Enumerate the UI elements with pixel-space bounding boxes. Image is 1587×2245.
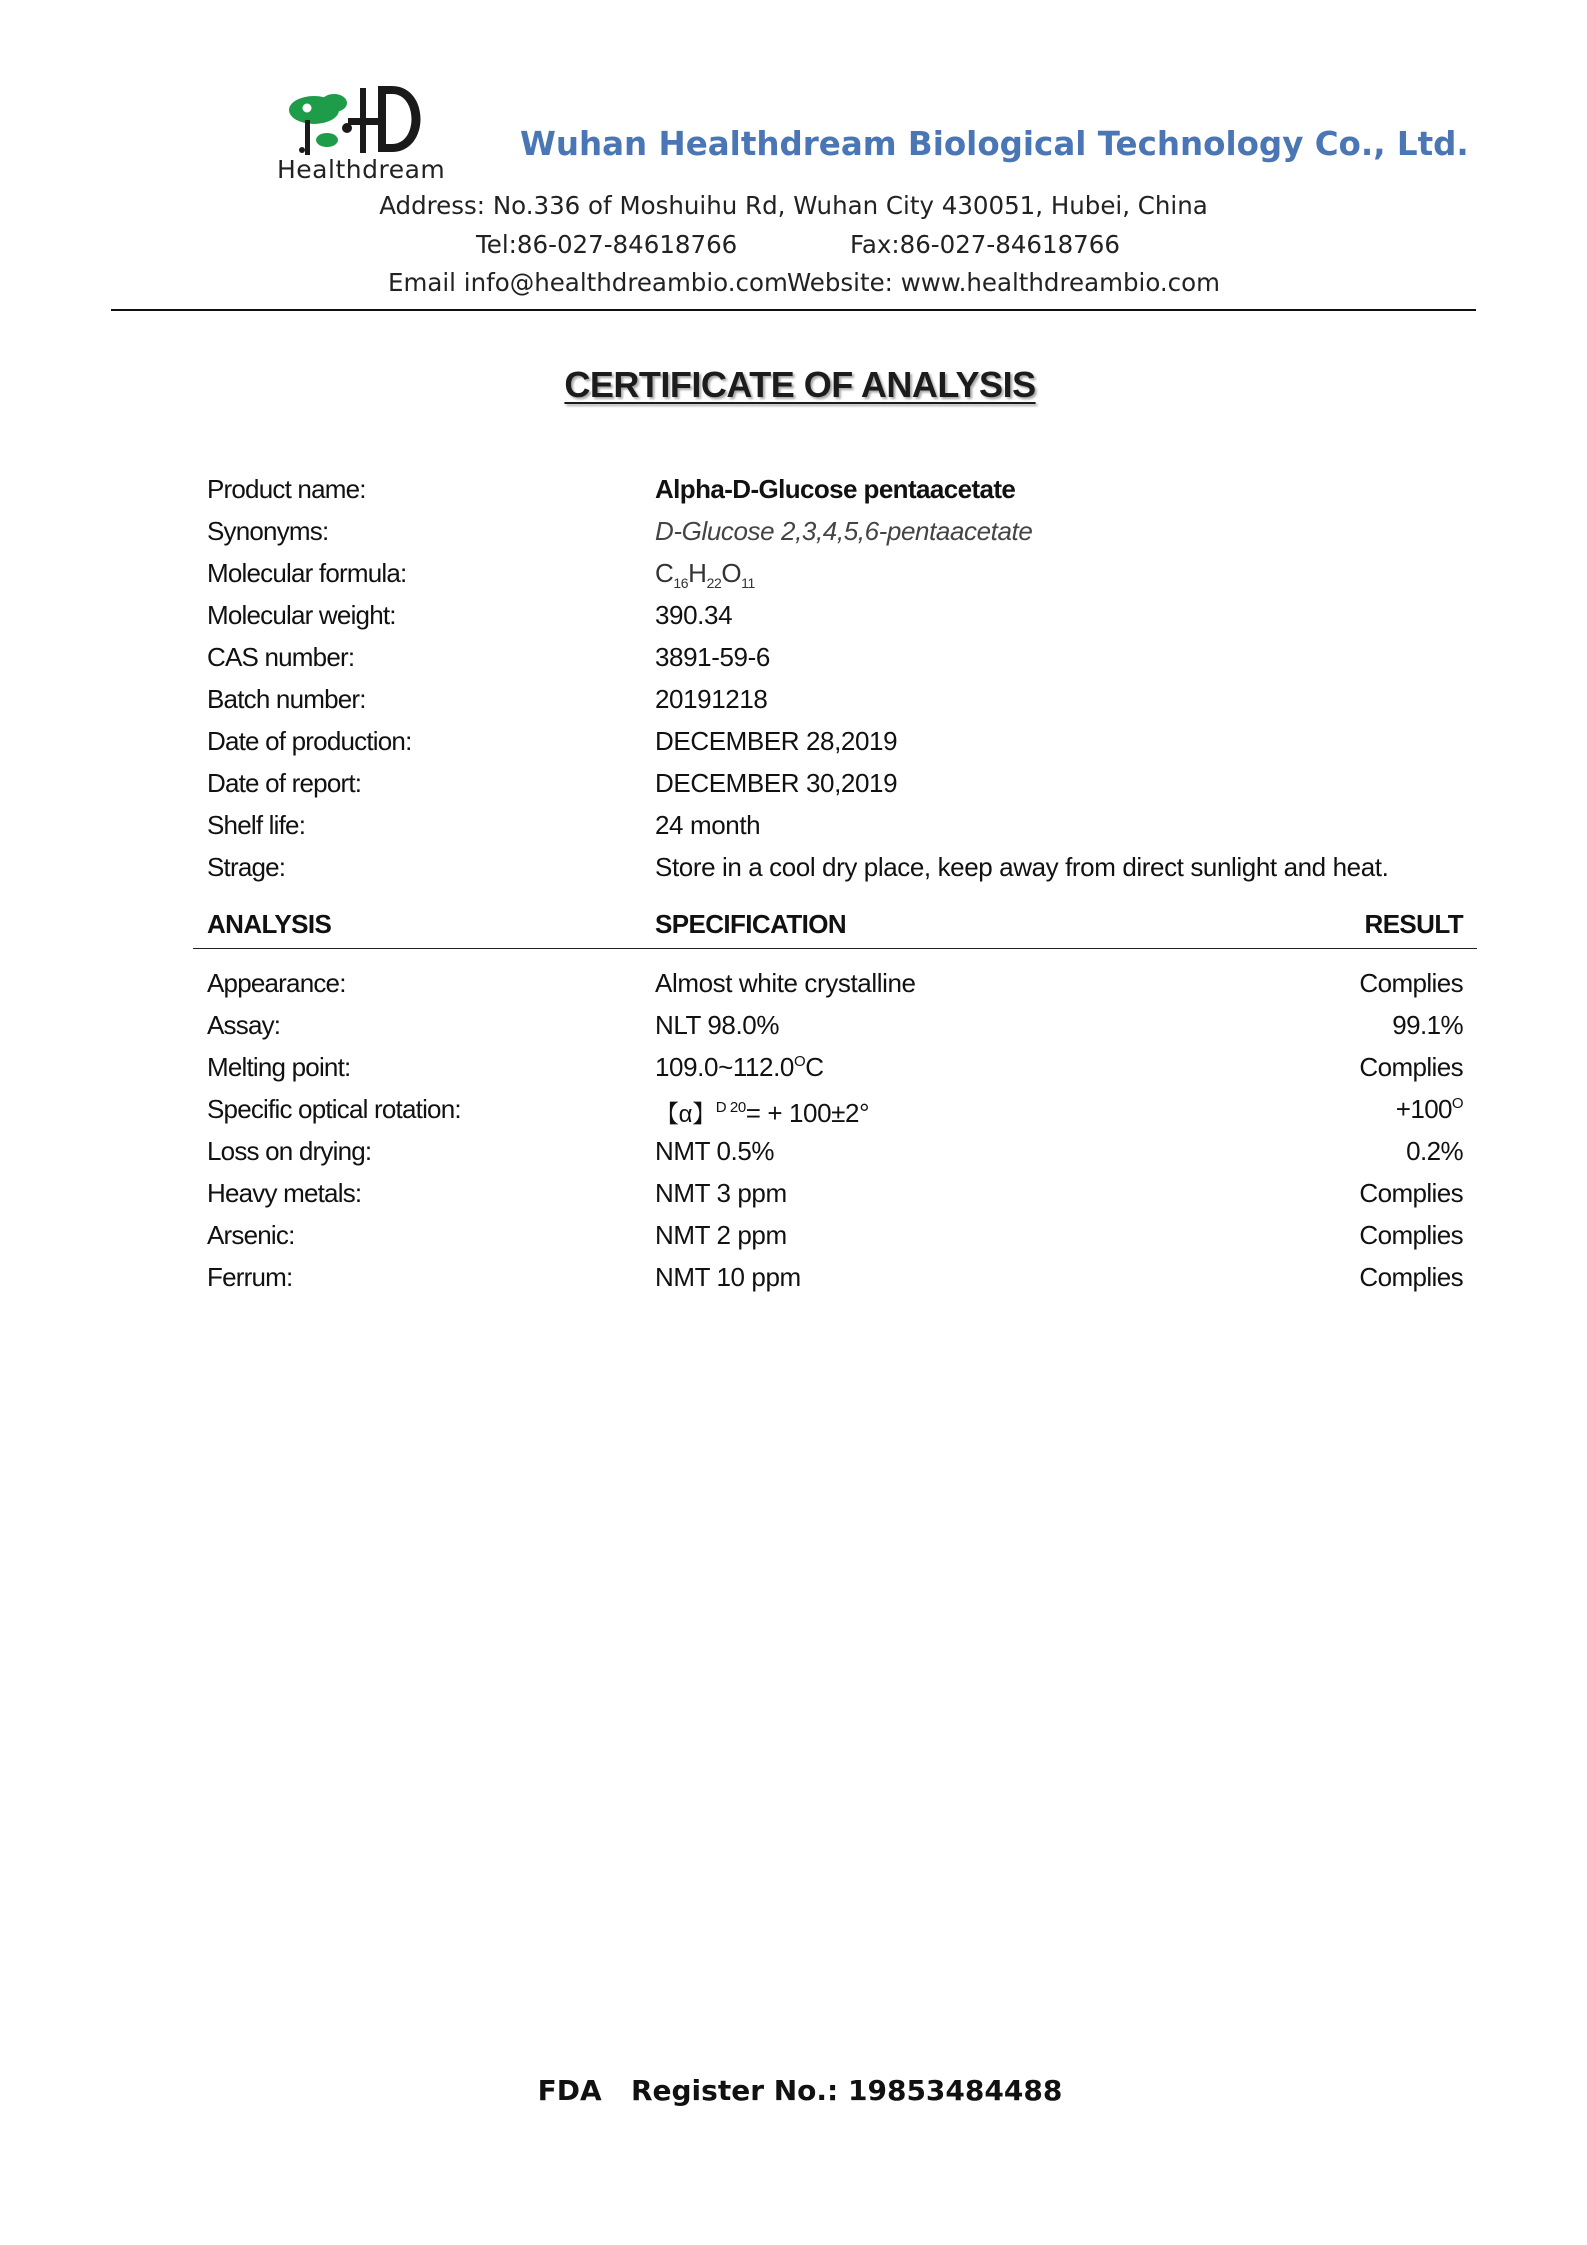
product-name-value: Alpha-D-Glucose pentaacetate <box>655 474 1016 504</box>
test-result: Complies <box>1359 1262 1463 1292</box>
test-result: 99.1% <box>1392 1010 1463 1040</box>
test-name: Appearance: <box>207 968 346 998</box>
header-divider <box>111 309 1476 311</box>
table-row <box>0 1052 1587 1086</box>
test-result: Complies <box>1359 1178 1463 1208</box>
fda-register <box>0 2074 1587 2107</box>
test-result: Complies <box>1359 1052 1463 1082</box>
test-spec: NMT 2 ppm <box>655 1220 787 1250</box>
header-specification: SPECIFICATION <box>655 909 847 939</box>
test-result: 0.2% <box>1406 1136 1463 1166</box>
header-result: RESULT <box>1364 909 1463 939</box>
table-row <box>0 1220 1587 1254</box>
report-date-value: DECEMBER 30,2019 <box>655 768 898 798</box>
table-row <box>0 968 1587 1002</box>
cas-label: CAS number: <box>207 642 355 672</box>
table-row <box>0 1094 1587 1128</box>
test-spec: 【α】$^{D 20}$= + 100±2° <box>655 1098 870 1128</box>
fda-register-label: FDA Register No.: <box>537 2074 839 2107</box>
info-row-report-date <box>0 768 1587 802</box>
test-name: Ferrum: <box>207 1262 293 1292</box>
info-row-batch <box>0 684 1587 718</box>
test-spec: Almost white crystalline <box>655 968 916 998</box>
table-row <box>0 1136 1587 1170</box>
storage-value: Store in a cool dry place, keep away from direct sunlight and heat. <box>655 852 1389 882</box>
tree-icon <box>289 94 352 155</box>
test-spec: NMT 0.5% <box>655 1136 775 1166</box>
fda-register-number: 19853484488 <box>848 2074 1063 2107</box>
report-date-label: Date of report: <box>207 768 362 798</box>
test-name: Loss on drying: <box>207 1136 372 1166</box>
batch-value: 20191218 <box>655 684 768 714</box>
test-result: $+100^O$ <box>1395 1094 1463 1124</box>
batch-label: Batch number: <box>207 684 366 714</box>
table-divider <box>193 948 1477 949</box>
test-result: Complies <box>1359 968 1463 998</box>
company-name: Wuhan Healthdream Biological Technology Co., Ltd. <box>520 125 1469 163</box>
shelf-life-label: Shelf life: <box>207 810 306 840</box>
cas-value: 3891-59-6 <box>655 642 770 672</box>
info-row-synonyms <box>0 516 1587 550</box>
analysis-header-row <box>0 909 1587 943</box>
test-spec: NMT 3 ppm <box>655 1178 787 1208</box>
table-row <box>0 1262 1587 1296</box>
info-row-production-date <box>0 726 1587 760</box>
table-row <box>0 1178 1587 1212</box>
company-address: Address: No.336 of Moshuihu Rd, Wuhan City 430051, Hubei, China <box>379 191 1208 220</box>
test-result: Complies <box>1359 1220 1463 1250</box>
hd-letters-icon <box>348 86 421 153</box>
logo-wordmark: Healthdream <box>277 155 446 184</box>
test-spec: $109.0\sim 112.0^OC$ <box>655 1052 824 1082</box>
synonyms-value: D-Glucose 2,3,4,5,6-pentaacetate <box>655 516 1033 546</box>
info-row-molecular-weight <box>0 600 1587 634</box>
formula-label: Molecular formula: <box>207 558 407 588</box>
synonyms-label: Synonyms: <box>207 516 329 546</box>
shelf-life-value: 24 month <box>655 810 761 840</box>
company-tel: Tel:86-027-84618766 <box>476 230 738 259</box>
info-row-storage <box>0 852 1587 886</box>
mw-label: Molecular weight: <box>207 600 396 630</box>
test-name: Assay: <box>207 1010 281 1040</box>
formula-value: $C_{16}H_{22}O_{11}$ <box>655 558 755 592</box>
info-row-shelf-life <box>0 810 1587 844</box>
test-name: Melting point: <box>207 1052 351 1082</box>
document-title: CERTIFICATE OF ANALYSIS <box>564 364 1036 405</box>
header-analysis: ANALYSIS <box>207 909 332 939</box>
test-spec: NLT 98.0% <box>655 1010 780 1040</box>
test-name: Heavy metals: <box>207 1178 362 1208</box>
info-row-product-name <box>0 474 1587 508</box>
company-website: Website: www.healthdreambio.com <box>787 268 1220 297</box>
production-date-value: DECEMBER 28,2019 <box>655 726 898 756</box>
product-name-label: Product name: <box>207 474 366 504</box>
storage-label: Strage: <box>207 852 286 882</box>
test-spec: NMT 10 ppm <box>655 1262 801 1292</box>
test-name: Specific optical rotation: <box>207 1094 461 1124</box>
mw-value: 390.34 <box>655 600 733 630</box>
company-email: Email info@healthdreambio.com <box>388 268 788 297</box>
info-row-formula <box>0 558 1587 592</box>
info-row-cas <box>0 642 1587 676</box>
test-name: Arsenic: <box>207 1220 295 1250</box>
production-date-label: Date of production: <box>207 726 412 756</box>
table-row <box>0 1010 1587 1044</box>
company-fax: Fax:86-027-84618766 <box>850 230 1120 259</box>
